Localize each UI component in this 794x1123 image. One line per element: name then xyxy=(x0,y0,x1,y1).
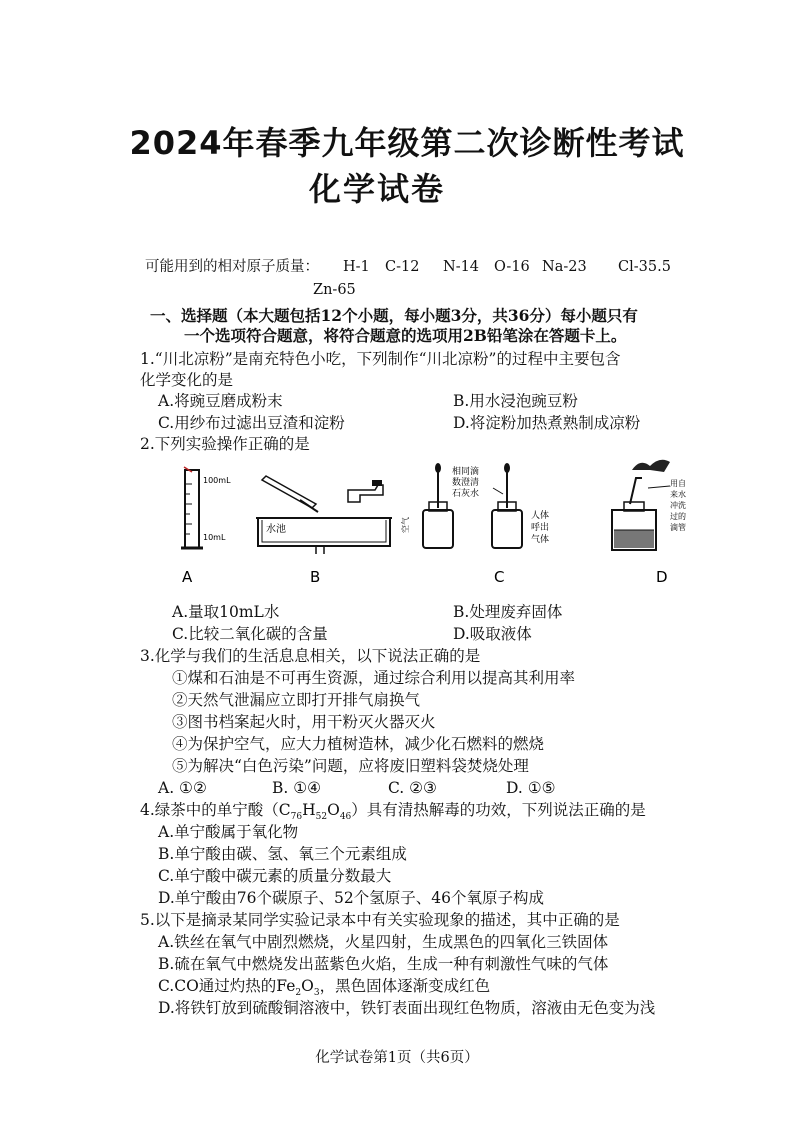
atomic-mass-label: 可能用到的相对原子质量： xyxy=(145,259,319,275)
figure-letter-c: C xyxy=(494,568,505,586)
q5-option-d: D.将铁钉放到硫酸铜溶液中，铁钉表面出现红色物质，溶液由无色变为浅 xyxy=(158,999,656,1017)
limewater-label-1: 相同滴 xyxy=(452,467,480,477)
q5-option-c: C.CO通过灼热的$Fe_2O_3$，黑色固体逐渐变成红色 xyxy=(158,977,491,999)
sink-diagram xyxy=(256,476,392,554)
cylinder-bottom-label: 10mL xyxy=(203,533,226,542)
section-heading-line2: 一个选项符合题意，将符合题意的选项用2B铅笔涂在答题卡上。 xyxy=(184,326,627,345)
atomic-mass-item: Cl-35.5 xyxy=(618,259,671,275)
breath-label-3: 气体 xyxy=(531,535,550,545)
atomic-mass-item: Na-23 xyxy=(542,259,587,275)
dropper-label-1: 用自 xyxy=(670,479,686,488)
q2-figure xyxy=(0,450,794,595)
atomic-mass-item: H-1 xyxy=(343,259,370,275)
dropper-label-4: 过的 xyxy=(670,512,686,521)
q5-option-a: A.铁丝在氧气中剧烈燃烧，火星四射，生成黑色的四氧化三铁固体 xyxy=(158,933,609,951)
cylinder-top-label: 100mL xyxy=(203,476,231,485)
atomic-mass-item: Zn-65 xyxy=(313,282,356,298)
dropper-label-3: 冲洗 xyxy=(670,501,686,510)
q2-option-d: D.吸取液体 xyxy=(453,625,532,643)
q4-option-b: B.单宁酸由碳、氢、氧三个元素组成 xyxy=(158,845,407,863)
q5-option-b: B.硫在氧气中燃烧发出蓝紫色火焰，生成一种有刺激性气味的气体 xyxy=(158,955,609,973)
dropper-label-5: 滴管 xyxy=(670,523,686,532)
q3-option-a: A. ①② xyxy=(158,779,207,797)
subject-title: 化学试卷 xyxy=(308,170,445,208)
q1-stem-line2: 化学变化的是 xyxy=(140,371,234,389)
q3-option-d: D. ①⑤ xyxy=(506,779,556,797)
q2-option-b: B.处理废弃固体 xyxy=(453,603,563,621)
q1-option-b: B.用水浸泡豌豆粉 xyxy=(453,392,578,410)
q1-option-d: D.将淀粉加热煮熟制成凉粉 xyxy=(453,414,641,432)
breath-label-1: 人体 xyxy=(531,511,550,521)
breath-comparison-diagram xyxy=(400,463,549,548)
q3-statement-4: ④为保护空气，应大力植树造林，减少化石燃料的燃烧 xyxy=(172,735,545,753)
graduated-cylinder-diagram xyxy=(181,467,231,548)
q1-option-a: A.将豌豆磨成粉末 xyxy=(158,392,283,410)
atomic-mass-item: C-12 xyxy=(385,259,420,275)
section-heading-line1: 一、选择题（本大题包括12个小题，每小题3分，共36分）每小题只有 xyxy=(150,306,638,325)
dropper-label-2: 来水 xyxy=(670,490,686,499)
figure-letter-a: A xyxy=(182,568,193,586)
q3-statement-5: ⑤为解决“白色污染”问题，应将废旧塑料袋焚烧处理 xyxy=(172,757,529,775)
q4-stem: 4.绿茶中的单宁酸$(C_{76}H_{52}O_{46})$具有清热解毒的功效，下列说法正确的是 xyxy=(140,801,646,823)
q3-stem: 3.化学与我们的生活息息相关，以下说法正确的是 xyxy=(140,647,481,665)
q2-option-c: C.比较二氧化碳的含量 xyxy=(172,625,328,643)
q4-option-d: D.单宁酸由76个碳原子、52个氢原子、46个氧原子构成 xyxy=(158,889,544,907)
q4-option-c: C.单宁酸中碳元素的质量分数最大 xyxy=(158,867,392,885)
q3-option-c: C. ②③ xyxy=(388,779,437,797)
q1-option-c: C.用纱布过滤出豆渣和淀粉 xyxy=(158,414,345,432)
q2-stem: 2.下列实验操作正确的是 xyxy=(140,435,310,453)
q3-option-b: B. ①④ xyxy=(272,779,322,797)
q3-statement-3: ③图书档案起火时，用干粉灭火器灭火 xyxy=(172,713,436,731)
sink-label: 水池 xyxy=(266,524,286,535)
figure-letter-b: B xyxy=(310,568,321,586)
q2-option-a: A.量取10mL水 xyxy=(172,603,280,621)
q3-statement-2: ②天然气泄漏应立即打开排气扇换气 xyxy=(172,691,421,709)
dropper-diagram xyxy=(612,460,686,550)
limewater-label-3: 石灰水 xyxy=(452,489,480,499)
limewater-label-2: 数澄清 xyxy=(452,478,480,488)
q3-statement-1: ①煤和石油是不可再生资源，通过综合利用以提高其利用率 xyxy=(172,669,576,687)
atomic-mass-item: O-16 xyxy=(494,259,530,275)
breath-label-2: 呼出 xyxy=(531,523,550,533)
air-label: 空气 xyxy=(401,517,410,533)
exam-title: 2024年春季九年级第二次诊断性考试 xyxy=(129,124,685,162)
q1-stem-line1: 1.“川北凉粉”是南充特色小吃，下列制作“川北凉粉”的过程中主要包含 xyxy=(140,350,621,368)
q4-option-a: A.单宁酸属于氧化物 xyxy=(158,823,299,841)
page-footer: 化学试卷第1页（共6页） xyxy=(315,1050,479,1066)
q5-stem: 5.以下是摘录某同学实验记录本中有关实验现象的描述，其中正确的是 xyxy=(140,911,620,929)
figure-letter-d: D xyxy=(656,568,668,586)
atomic-mass-item: N-14 xyxy=(443,259,480,275)
